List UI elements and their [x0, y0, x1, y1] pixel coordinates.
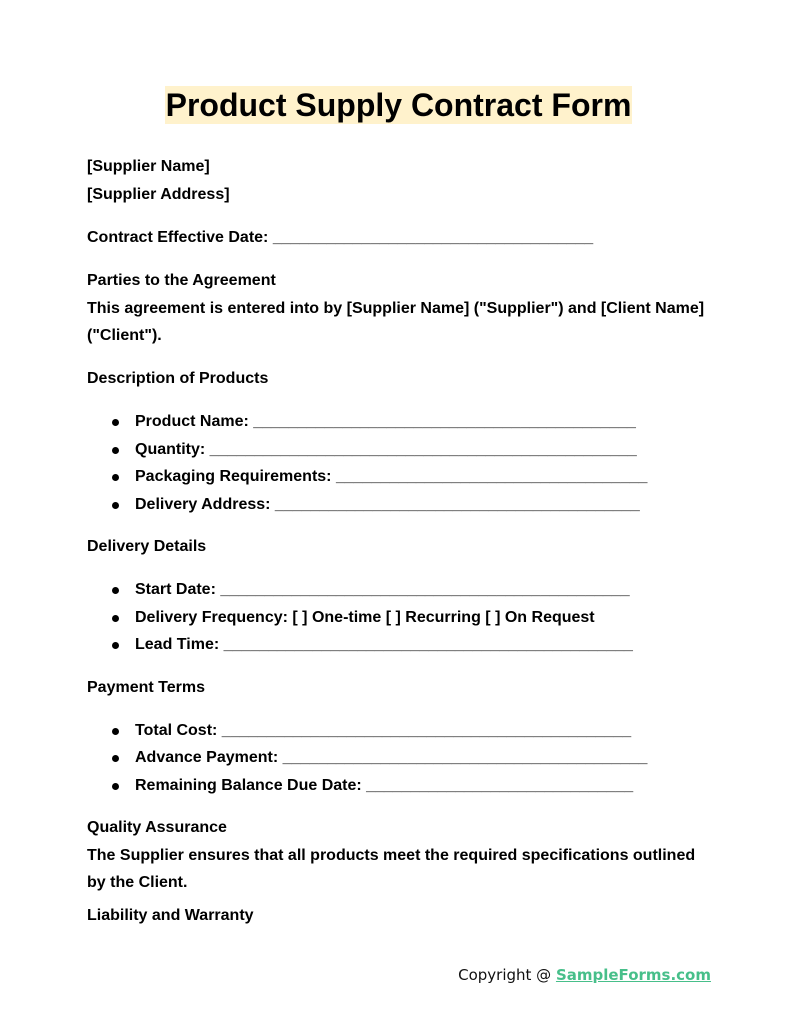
parties-heading: Parties to the Agreement — [87, 272, 276, 289]
list-item: Quantity: ________________________________________________ — [87, 436, 717, 464]
effective-date-field: Contract Effective Date: ____________________________________ — [87, 229, 594, 246]
title-container — [0, 86, 797, 124]
list-item: Product Name: ___________________________________________ — [87, 408, 717, 436]
copyright-text: Copyright @ — [458, 966, 556, 984]
list-item: Delivery Frequency: [ ] One-time [ ] Recurring [ ] On Request — [87, 604, 717, 632]
supplier-address: [Supplier Address] — [87, 186, 230, 203]
quality-heading: Quality Assurance — [87, 819, 227, 836]
list-item: Packaging Requirements: ___________________________________ — [87, 463, 717, 491]
payment-heading: Payment Terms — [87, 678, 205, 696]
products-heading: Description of Products — [87, 370, 269, 387]
parties-text: This agreement is entered into by [Supplier Name] ("Supplier") and [Client Name] ("Client"). — [87, 300, 705, 344]
page-title: Product Supply Contract Form — [165, 87, 632, 123]
list-item: Advance Payment: _________________________________________ — [87, 744, 717, 772]
list-item: Remaining Balance Due Date: ______________________________ — [87, 772, 717, 800]
list-item: Lead Time: ______________________________________________ — [87, 631, 717, 659]
delivery-heading: Delivery Details — [87, 538, 207, 555]
payment-list — [87, 717, 717, 800]
liability-heading: Liability and Warranty — [87, 907, 254, 924]
delivery-list — [87, 576, 717, 659]
products-list — [87, 408, 717, 518]
document-body — [87, 153, 717, 930]
list-item: Start Date: ______________________________________________ — [87, 576, 717, 604]
copyright-footer — [458, 966, 711, 984]
quality-text: The Supplier ensures that all products meet the required specifications outlined by the Client. — [87, 847, 696, 891]
supplier-name: [Supplier Name] — [87, 158, 210, 175]
list-item: Total Cost: ______________________________________________ — [87, 717, 717, 745]
list-item: Delivery Address: _________________________________________ — [87, 491, 717, 519]
sampleforms-link[interactable]: SampleForms.com — [555, 966, 711, 984]
